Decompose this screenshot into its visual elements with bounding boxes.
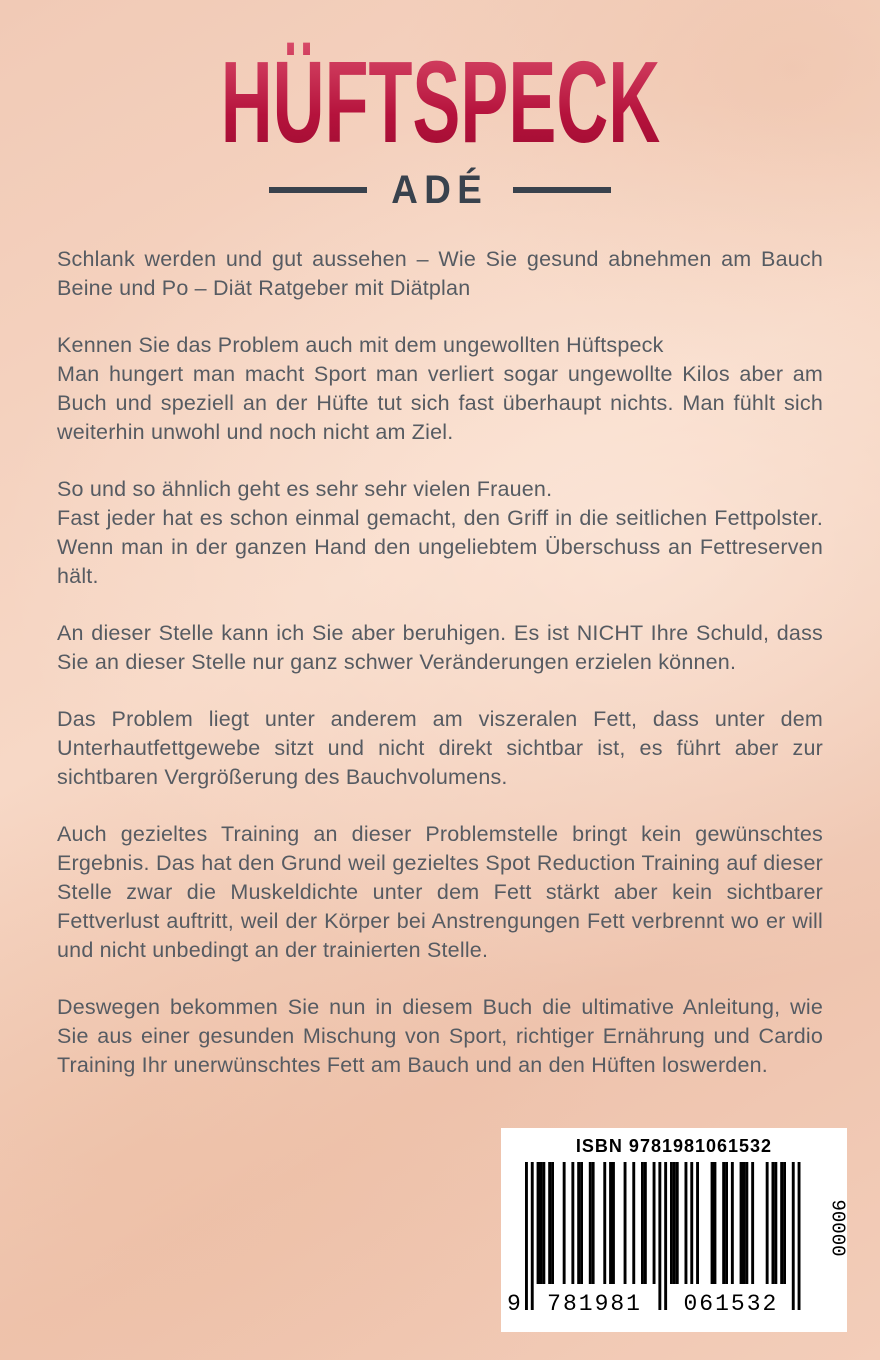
paragraph: An dieser Stelle kann ich Sie aber beruhigen. Es ist NICHT Ihre Schuld, dass Sie an dieser Stelle nur ganz schwer Veränderungen erzielen können. <box>57 620 823 674</box>
barcode-row <box>507 1162 849 1314</box>
paragraph: Deswegen bekommen Sie nun in diesem Buch die ultimative Anleitung, wie Sie aus einer gesunden Mischung von Sport, richtiger Ernährung und Cardio Training Ihr unerwünschtes Fett am Bauch und an den Hüften loswerden. <box>57 994 823 1077</box>
paragraph: Das Problem liegt unter anderem am viszeralen Fett, dass unter dem Unterhautfettgewebe sitzt und nicht direkt sichtbar ist, es führt aber zur sichtbaren Vergrößerung des Bauchvolumens. <box>57 706 823 789</box>
paragraph: Schlank werden und gut aussehen – Wie Sie gesund abnehmen am Bauch Beine und Po – Diät Ratgeber mit Diätplan <box>57 246 823 300</box>
price-column <box>809 1162 866 1314</box>
subtitle-divider-left <box>269 187 367 193</box>
price-code: 90000 <box>826 1199 849 1257</box>
paragraph: Auch gezieltes Training an dieser Problemstelle bringt kein gewünschtes Ergebnis. Das hat den Grund weil gezieltes Spot Reduction Training auf dieser Stelle zwar die Muskeldichte unter dem Fett stärkt aber kein sichtbarer Fettverlust auftritt, weil der Körper bei Anstrengungen Fett verbrennt wo er will und nicht unbedingt an der trainierten Stelle. <box>57 821 823 962</box>
subtitle-divider-right <box>513 187 611 193</box>
book-title: HÜFTSPECK <box>220 37 660 167</box>
body-text <box>57 245 823 1080</box>
svg-text:781981: 781981 <box>547 1291 643 1314</box>
title-block <box>0 0 880 213</box>
barcode-svg <box>507 1162 809 1314</box>
svg-text:061532: 061532 <box>683 1291 779 1314</box>
barcode-box <box>501 1128 847 1332</box>
paragraph: Kennen Sie das Problem auch mit dem ungewollten Hüftspeck Man hungert man macht Sport man verliert sogar ungewollte Kilos aber am Buch und speziell an der Hüfte tut sich fast überhaupt nichts. Man fühlt sich weiterhin unwohl und noch nicht am Ziel. <box>57 332 823 444</box>
paragraph: So und so ähnlich geht es sehr sehr vielen Frauen. Fast jeder hat es schon einmal gemacht, den Griff in die seitlichen Fettpolster. Wenn man in der ganzen Hand den ungeliebtem Überschuss an Fettreserven hält. <box>57 476 823 588</box>
subtitle-row <box>0 168 880 213</box>
book-subtitle: ADÉ <box>391 167 489 212</box>
svg-text:9: 9 <box>507 1291 523 1314</box>
isbn-label: ISBN 9781981061532 <box>575 1136 773 1156</box>
